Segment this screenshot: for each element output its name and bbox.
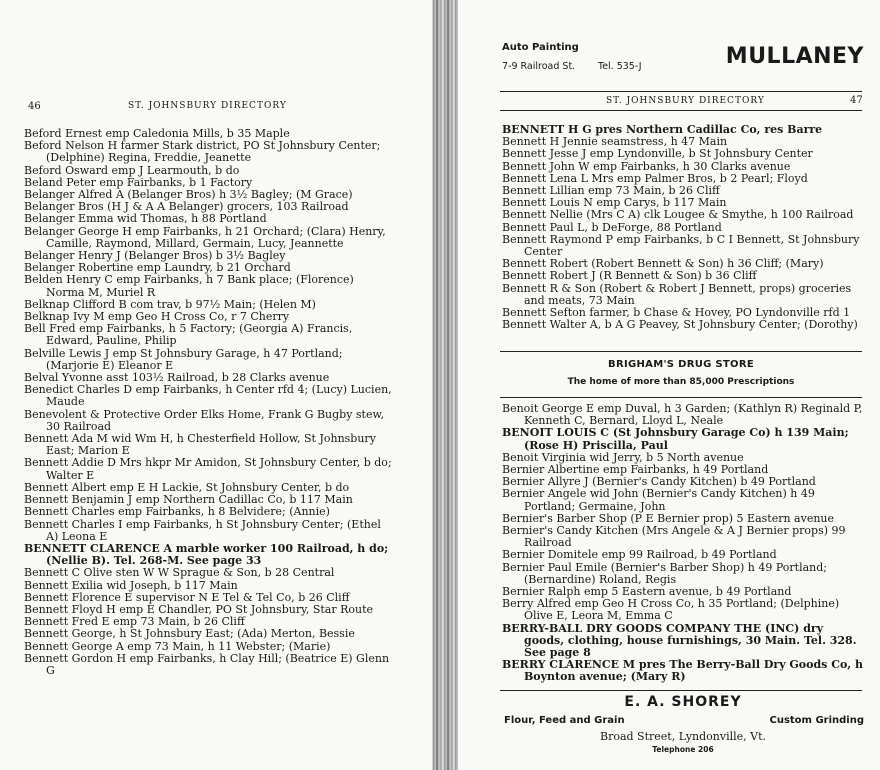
- directory-entry: Bennett C Olive sten W W Sprague & Son, b 28 Central: [24, 566, 335, 580]
- directory-entry: BENOIT LOUIS C (St Johnsbury Garage Co) h 139 Main; (Rose H) Priscilla, Paul: [502, 426, 849, 452]
- directory-entry: Bennett H Jennie seamstress, h 47 Main: [502, 135, 728, 149]
- directory-entry: Bernier Ralph emp 5 Eastern avenue, b 49 Portland: [502, 585, 792, 599]
- directory-entry: Bennett Louis N emp Carys, b 117 Main: [502, 196, 727, 210]
- directory-entry: Bernier Angele wid John (Bernier's Candy Kitchen) h 49 Portland; Germaine, John: [502, 487, 815, 513]
- directory-entry: Benevolent & Protective Order Elks Home, Frank G Bugby stew, 30 Railroad: [24, 407, 385, 433]
- directory-entry: Belanger Robertine emp Laundry, b 21 Orchard: [24, 261, 291, 275]
- directory-entry: Belknap Clifford B com trav, b 97½ Main; (Helen M): [24, 297, 316, 311]
- directory-entry: Bernier's Candy Kitchen (Mrs Angele & A J Bernier props) 99 Railroad: [502, 524, 846, 550]
- ad-brand-name: E. A. SHOREY: [624, 694, 742, 710]
- directory-entry: Belknap Ivy M emp Geo H Cross Co, r 7 Cherry: [24, 310, 290, 324]
- directory-entry: Bennett Addie D Mrs hkpr Mr Amidon, St Johnsbury Center, b do; Walter E: [24, 456, 392, 482]
- directory-entry: Bennett Jesse J emp Lyndonville, b St Johnsbury Center: [502, 147, 813, 161]
- directory-entry: Bennett Charles emp Fairbanks, h 8 Belvidere; (Annie): [24, 505, 330, 519]
- directory-entry: Bennett Robert (Robert Bennett & Son) h 36 Cliff; (Mary): [502, 257, 824, 271]
- directory-entry: Bennett Nellie (Mrs C A) clk Lougee & Smythe, h 100 Railroad: [502, 208, 854, 222]
- ad-phone: Telephone 206: [652, 745, 714, 754]
- ad-subtitle: The home of more than 85,000 Prescriptions: [567, 377, 795, 387]
- directory-entry: Benedict Charles D emp Fairbanks, h Center rfd 4; (Lucy) Lucien, Maude: [24, 383, 392, 409]
- ad-brand-name: MULLANEY: [725, 44, 864, 69]
- directory-entry: Bennett Robert J (R Bennett & Son) b 36 Cliff: [502, 269, 757, 283]
- running-head: ST. JOHNSBURY DIRECTORY: [128, 101, 287, 111]
- directory-entry: Bernier Domitele emp 99 Railroad, b 49 Portland: [502, 548, 777, 562]
- page-number: 46: [28, 101, 41, 112]
- running-head: ST. JOHNSBURY DIRECTORY: [606, 96, 765, 106]
- directory-entry: Beford Nelson H farmer Stark district, PO St Johnsbury Center; (Delphine) Regina, Freddie, Jeanette: [24, 139, 381, 165]
- directory-entry: Beford Osward emp J Learmouth, b do: [24, 163, 240, 177]
- directory-entry: Bernier Allyre J (Bernier's Candy Kitchen) b 49 Portland: [502, 475, 816, 489]
- ad-right-text: Custom Grinding: [769, 715, 864, 726]
- ad-left-text: Flour, Feed and Grain: [504, 715, 625, 726]
- directory-entry: Bennett Lillian emp 73 Main, b 26 Cliff: [502, 184, 720, 198]
- directory-entry: Bennett Albert emp E H Lackie, St Johnsbury Center, b do: [24, 480, 350, 494]
- directory-entry: Bennett Gordon H emp Fairbanks, h Clay Hill; (Beatrice E) Glenn G: [24, 651, 390, 677]
- directory-entry: Belanger George H emp Fairbanks, h 21 Orchard; (Clara) Henry, Camille, Raymond, Millard, Germain, Lucy, Jeannette: [24, 224, 386, 250]
- directory-entry: Belanger Alfred A (Belanger Bros) h 3½ Bagley; (M Grace): [24, 188, 353, 202]
- directory-entry: Belville Lewis J emp St Johnsbury Garage, h 47 Portland; (Marjorie E) Eleanor E: [24, 346, 343, 372]
- shorey-ad: [502, 694, 864, 760]
- ad-title: Auto Painting: [502, 42, 579, 53]
- directory-entry: Bernier's Barber Shop (P E Bernier prop) 5 Eastern avenue: [502, 511, 835, 525]
- directory-entry: Bennett R & Son (Robert & Robert J Bennett, props) groceries and meats, 73 Main: [502, 281, 852, 307]
- ad-title: BRIGHAM'S DRUG STORE: [608, 359, 754, 370]
- ad-address: Broad Street, Lyndonville, Vt.: [600, 730, 766, 743]
- directory-entry: Belval Yvonne asst 103½ Railroad, b 28 Clarks avenue: [24, 371, 330, 385]
- directory-entry: Belden Henry C emp Fairbanks, h 7 Bank place; (Florence) Norma M, Muriel R: [24, 273, 354, 299]
- directory-entry: Bennett Benjamin J emp Northern Cadillac Co, b 117 Main: [24, 493, 353, 507]
- right-page: [458, 0, 880, 770]
- ad-rule-bottom: [500, 397, 862, 398]
- directory-entry: Bennett John W emp Fairbanks, h 30 Clarks avenue: [502, 159, 791, 173]
- header-rule: [500, 91, 862, 92]
- directory-entry: Bennett George A emp 73 Main, h 11 Webster; (Marie): [24, 639, 331, 653]
- directory-entry: Bennett Ada M wid Wm H, h Chesterfield Hollow, St Johnsbury East; Marion E: [24, 432, 376, 458]
- directory-entry: BENNETT CLARENCE A marble worker 100 Railroad, h do; (Nellie B). Tel. 268-M. See page 33: [24, 541, 389, 568]
- mullaney-ad: [502, 42, 864, 76]
- directory-entry: Bennett George, h St Johnsbury East; (Ada) Merton, Bessie: [24, 627, 355, 641]
- directory-entry: Benoit George E emp Duval, h 3 Garden; (Kathlyn R) Reginald P, Kenneth C, Bernard, Lloyd L, Neale: [502, 402, 863, 428]
- directory-entry: Belanger Henry J (Belanger Bros) b 3½ Bagley: [24, 249, 286, 263]
- directory-entries-right-bottom: [502, 403, 864, 684]
- directory-entry: Bennett Charles I emp Fairbanks, h St Johnsbury Center; (Ethel A) Leona E: [24, 517, 381, 543]
- directory-entry: Bennett Exilia wid Joseph, b 117 Main: [24, 578, 238, 592]
- book-spine: [432, 0, 458, 770]
- directory-entry: Belanger Emma wid Thomas, h 88 Portland: [24, 212, 267, 226]
- directory-entry: Bennett Walter A, b A G Peavey, St Johnsbury Center; (Dorothy): [502, 318, 858, 332]
- directory-entry: Bennett Florence E supervisor N E Tel & Tel Co, b 26 Cliff: [24, 590, 350, 604]
- directory-entry: Bennett Fred E emp 73 Main, b 26 Cliff: [24, 615, 245, 629]
- directory-entry: Beford Ernest emp Caledonia Mills, b 35 Maple: [24, 127, 290, 140]
- ad-rule-shorey: [500, 690, 862, 691]
- directory-entry: Belanger Bros (H J & A A Belanger) grocers, 103 Railroad: [24, 200, 349, 214]
- directory-entry: BERRY-BALL DRY GOODS COMPANY THE (INC) dry goods, clothing, house furnishings, 30 Main. Tel. 328. See page 8: [502, 621, 857, 660]
- header-rule-lower: [500, 110, 862, 111]
- directory-entry: Bennett Lena L Mrs emp Palmer Bros, b 2 Pearl; Floyd: [502, 171, 808, 185]
- directory-entry: Bennett Floyd H emp E Chandler, PO St Johnsbury, Star Route: [24, 602, 374, 616]
- directory-entry: Bennett Raymond P emp Fairbanks, b C I Bennett, St Johnsbury Center: [502, 232, 860, 259]
- directory-entry: Bennett Paul L, b DeForge, 88 Portland: [502, 220, 722, 234]
- directory-entry: Bennett Sefton farmer, b Chase & Hovey, PO Lyndonville rfd 1: [502, 306, 851, 320]
- ad-address: 7-9 Railroad St.: [502, 61, 576, 72]
- ad-rule-top: [500, 351, 862, 352]
- directory-entry: Berry Alfred emp Geo H Cross Co, h 35 Portland; (Delphine) Olive E, Leora M, Emma C: [502, 597, 840, 623]
- brighams-ad: [500, 359, 862, 387]
- ad-phone: Tel. 535-J: [598, 61, 642, 72]
- directory-entry: BERRY CLARENCE M pres The Berry-Ball Dry Goods Co, h Boynton avenue; (Mary R): [502, 658, 863, 684]
- directory-entries-right-top: [502, 124, 864, 331]
- directory-entry: BENNETT H G pres Northern Cadillac Co, res Barre: [502, 123, 823, 136]
- directory-entry: Beland Peter emp Fairbanks, b 1 Factory: [24, 175, 253, 189]
- page-number: 47: [850, 95, 863, 106]
- directory-entry: Bernier Paul Emile (Bernier's Barber Shop) h 49 Portland; (Bernardine) Roland, Regis: [502, 560, 827, 586]
- directory-entry: Bernier Albertine emp Fairbanks, h 49 Portland: [502, 463, 769, 477]
- directory-entry: Benoit Virginia wid Jerry, b 5 North avenue: [502, 450, 744, 464]
- directory-entries-left: [24, 128, 392, 677]
- directory-entry: Bell Fred emp Fairbanks, h 5 Factory; (Georgia A) Francis, Edward, Pauline, Philip: [24, 322, 353, 348]
- left-page: [0, 0, 432, 770]
